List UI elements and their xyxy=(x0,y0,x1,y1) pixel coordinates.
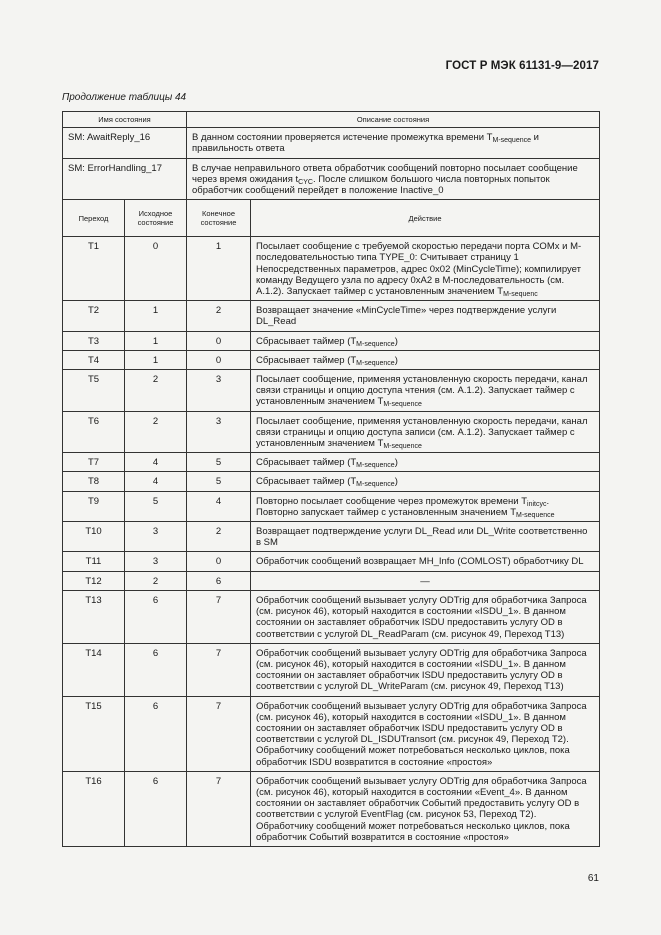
state-name: SM: ErrorHandling_17 xyxy=(63,158,187,200)
action-text: ) xyxy=(394,354,398,366)
transition-id: T16 xyxy=(63,771,125,846)
target-state: 2 xyxy=(187,522,251,552)
source-state: 4 xyxy=(125,472,187,491)
transition-id: T9 xyxy=(63,491,125,521)
transition-action xyxy=(251,571,600,590)
action-text: . Повторно запускает таймер с установленным значением T xyxy=(256,495,550,518)
transition-id: T6 xyxy=(63,411,125,453)
target-state: 5 xyxy=(187,472,251,491)
transition-id: T15 xyxy=(63,696,125,771)
subscript: M-sequence xyxy=(356,359,395,367)
state-row xyxy=(63,158,600,200)
transition-id: T3 xyxy=(63,331,125,350)
transition-action xyxy=(251,331,600,350)
transition-id: T8 xyxy=(63,472,125,491)
action-text: — xyxy=(420,575,430,587)
transition-id: T12 xyxy=(63,571,125,590)
state-description xyxy=(187,158,600,200)
transition-row xyxy=(63,301,600,331)
source-state: 1 xyxy=(125,331,187,350)
subscript: M-sequence xyxy=(516,511,555,519)
state-header-row xyxy=(63,112,600,128)
transition-id: T10 xyxy=(63,522,125,552)
target-state: 3 xyxy=(187,370,251,412)
transition-header-row xyxy=(63,200,600,237)
action-text: Сбрасывает таймер (T xyxy=(256,335,357,347)
transition-row xyxy=(63,771,600,846)
transition-row xyxy=(63,522,600,552)
action-text: Повторно посылает сообщение через промежуток времени T xyxy=(256,495,528,507)
description-text: . После слишком большого числа повторных попыток обработчик сообщений перейдет в положение Inactive_0 xyxy=(192,173,550,197)
transition-action xyxy=(251,771,600,846)
action-text: ) xyxy=(394,457,398,469)
source-state: 6 xyxy=(125,590,187,643)
target-state: 0 xyxy=(187,350,251,369)
transition-id: T5 xyxy=(63,370,125,412)
target-state: 2 xyxy=(187,301,251,331)
header-target-state: Конечное состояние xyxy=(187,200,251,237)
state-name: SM: AwaitReply_16 xyxy=(63,128,187,158)
action-text: Возвращает значение «MinCycleTime» через подтверждение услуги DL_Read xyxy=(256,305,557,328)
subscript: initcyc xyxy=(527,500,547,508)
subscript: M-sequence xyxy=(356,481,395,489)
transition-action xyxy=(251,643,600,696)
action-text: Обработчик сообщений вызывает услугу ODTrig для обработчика Запроса (см. рисунок 46), который находится в состоянии «ISDU_1». В данном состоянии он заставляет обработчик ISDU предоставить услугу OD в соответствии с услугой DL_ISDUTransort (см. рисунок 49, Переход T2). Обработчику сообщений может потребоваться несколько циклов, пока обработчик ISDU возвратится в состояние «простоя» xyxy=(256,700,587,768)
source-state: 6 xyxy=(125,643,187,696)
source-state: 2 xyxy=(125,571,187,590)
subscript: M-sequence xyxy=(492,137,532,145)
source-state: 2 xyxy=(125,411,187,453)
header-source-state: Исходное состояние xyxy=(125,200,187,237)
target-state: 7 xyxy=(187,771,251,846)
subscript: CYC xyxy=(298,178,313,186)
page-number: 61 xyxy=(587,873,599,884)
subscript: M-sequence xyxy=(356,340,395,348)
description-text: и правильность ответа xyxy=(192,132,539,155)
subscript: M-sequenc xyxy=(503,291,538,299)
table-continuation-caption: Продолжение таблицы 44 xyxy=(62,92,187,103)
transition-id: T7 xyxy=(63,453,125,472)
target-state: 0 xyxy=(187,331,251,350)
transition-row xyxy=(63,552,600,571)
target-state: 1 xyxy=(187,237,251,301)
transition-row xyxy=(63,491,600,521)
action-text: Посылает сообщение, применяя установленную скорость передачи, канал связи страницы и опцию доступа чтения (см. A.1.2). Запускает таймер с установленным значением T xyxy=(256,374,588,408)
transition-action xyxy=(251,237,600,301)
header-state-name: Имя состояния xyxy=(63,112,187,128)
target-state: 6 xyxy=(187,571,251,590)
source-state: 1 xyxy=(125,350,187,369)
transition-action xyxy=(251,453,600,472)
action-text: ) xyxy=(394,476,398,488)
source-state: 4 xyxy=(125,453,187,472)
transition-row xyxy=(63,590,600,643)
source-state: 6 xyxy=(125,696,187,771)
action-text: Сбрасывает таймер (T xyxy=(256,476,357,488)
transition-action xyxy=(251,301,600,331)
action-text: Сбрасывает таймер (T xyxy=(256,457,357,469)
target-state: 7 xyxy=(187,696,251,771)
transition-id: T11 xyxy=(63,552,125,571)
action-text: Обработчик сообщений возвращает MH_Info (COMLOST) обработчику DL xyxy=(256,556,584,568)
transition-action xyxy=(251,696,600,771)
source-state: 2 xyxy=(125,370,187,412)
transition-action xyxy=(251,491,600,521)
target-state: 3 xyxy=(187,411,251,453)
action-text: Возвращает подтверждение услуги DL_Read или DL_Write соответственно в SM xyxy=(256,526,588,549)
transition-id: T4 xyxy=(63,350,125,369)
source-state: 1 xyxy=(125,301,187,331)
transition-action xyxy=(251,522,600,552)
transition-id: T14 xyxy=(63,643,125,696)
description-text: В случае неправильного ответа обработчик сообщений повторно посылает сообщение через время ожидания t xyxy=(192,162,578,185)
subscript: M-sequence xyxy=(356,462,395,470)
target-state: 5 xyxy=(187,453,251,472)
action-text: Обработчик сообщений вызывает услугу ODTrig для обработчика Запроса (см. рисунок 46), который находится в состоянии «Event_4». В данном состоянии он заставляет обработчик Событий предоставить услугу OD в соответствии с услугой EventFlag (см. рисунок 53, Переход T2). Обработчику сообщений может потребоваться несколько циклов, пока обработчик Событий возвратится в состояние «простоя» xyxy=(256,775,587,843)
transition-row xyxy=(63,237,600,301)
transition-row xyxy=(63,643,600,696)
transition-action xyxy=(251,350,600,369)
action-text: Посылает сообщение, применяя установленную скорость передачи, канал связи страницы и опцию доступа записи (см. A.1.2). Запускает таймер с установленным значением T xyxy=(256,415,588,450)
header-transition: Переход xyxy=(63,200,125,237)
header-action: Действие xyxy=(251,200,600,237)
action-text: ) xyxy=(394,335,398,347)
transition-id: T13 xyxy=(63,590,125,643)
action-text: Посылает сообщение с требуемой скоростью передачи порта COMx и M-последовательностью типа TYPE_0: Считывает страницу 1 Непосредственных параметров, адрес 0x02 (MinCycleTime); компилирует команду Ведущего узла по адресу 0xA2 в M-последовательность (см. A.1.2). Запускает таймер с установленным значением T xyxy=(256,241,582,298)
transition-row xyxy=(63,472,600,491)
source-state: 6 xyxy=(125,771,187,846)
transition-action xyxy=(251,590,600,643)
standard-designation: ГОСТ Р МЭК 61131-9—2017 xyxy=(445,60,599,72)
transition-action xyxy=(251,370,600,412)
action-text: Обработчик сообщений вызывает услугу ODTrig для обработчика Запроса (см. рисунок 46), который находится в состоянии «ISDU_1». В данном состоянии он заставляет обработчик ISDU предоставить услугу OD в соответствии с услугой DL_WriteParam (см. рисунок 49, Переход T13) xyxy=(256,647,587,693)
transition-id: T2 xyxy=(63,301,125,331)
description-text: В данном состоянии проверяется истечение промежутка времени T xyxy=(192,132,493,144)
transition-row xyxy=(63,453,600,472)
state-transition-table xyxy=(62,111,600,847)
action-text: Обработчик сообщений вызывает услугу ODTrig для обработчика Запроса (см. рисунок 46), который находится в состоянии «ISDU_1». В данном состоянии он заставляет обработчик ISDU предоставить услугу OD в соответствии с услугой DL_ReadParam (см. рисунок 49, Переход T13) xyxy=(256,594,587,640)
transition-action xyxy=(251,411,600,453)
target-state: 7 xyxy=(187,590,251,643)
source-state: 5 xyxy=(125,491,187,521)
subscript: M-sequence xyxy=(383,401,422,409)
subscript: M-sequence xyxy=(383,443,422,451)
transition-row xyxy=(63,350,600,369)
transition-row xyxy=(63,411,600,453)
state-description xyxy=(187,128,600,158)
transition-row xyxy=(63,331,600,350)
transition-action xyxy=(251,472,600,491)
state-row xyxy=(63,128,600,158)
source-state: 0 xyxy=(125,237,187,301)
transition-row xyxy=(63,696,600,771)
transition-action xyxy=(251,552,600,571)
target-state: 7 xyxy=(187,643,251,696)
source-state: 3 xyxy=(125,522,187,552)
header-state-description: Описание состояния xyxy=(187,112,600,128)
target-state: 0 xyxy=(187,552,251,571)
source-state: 3 xyxy=(125,552,187,571)
transition-row xyxy=(63,370,600,412)
target-state: 4 xyxy=(187,491,251,521)
transition-row xyxy=(63,571,600,590)
action-text: Сбрасывает таймер (T xyxy=(256,354,357,366)
transition-id: T1 xyxy=(63,237,125,301)
